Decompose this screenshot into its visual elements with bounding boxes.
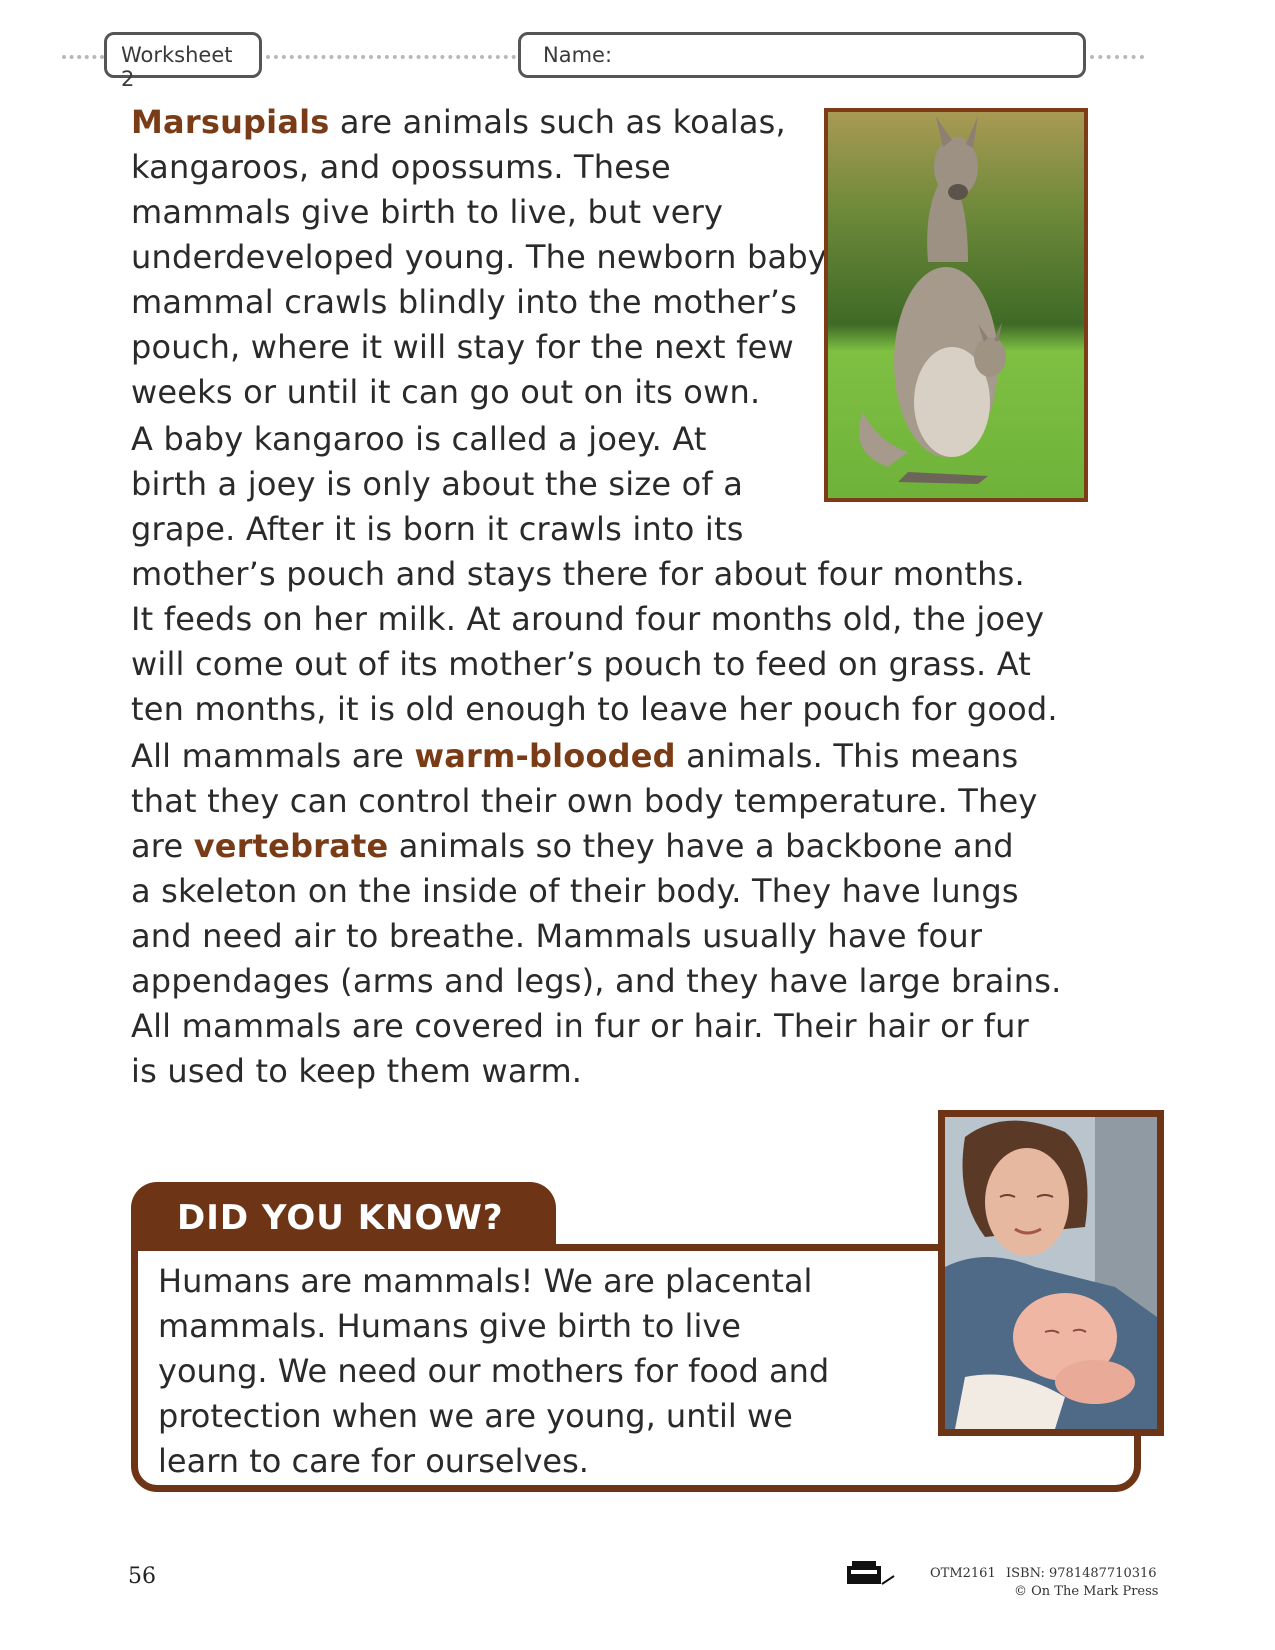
text-line: weeks or until it can go out on its own. bbox=[131, 373, 761, 411]
name-field[interactable] bbox=[518, 32, 1086, 78]
term-warm-blooded: warm-blooded bbox=[414, 737, 676, 775]
text-line: All mammals are covered in fur or hair. Their hair or fur bbox=[131, 1007, 1029, 1045]
text-line: that they can control their own body temperature. They bbox=[131, 782, 1038, 820]
text-line: mammals give birth to live, but very bbox=[131, 193, 724, 231]
text-line: ten months, it is old enough to leave her pouch for good. bbox=[131, 690, 1058, 728]
text-line: are vertebrate animals so they have a backbone and bbox=[131, 827, 1014, 865]
header-dots-left bbox=[62, 55, 104, 59]
text-line: birth a joey is only about the size of a bbox=[131, 465, 744, 503]
text-line: young. We need our mothers for food and bbox=[158, 1352, 830, 1390]
paragraph-joey bbox=[131, 417, 1058, 732]
text-line: will come out of its mother’s pouch to feed on grass. At bbox=[131, 645, 1032, 683]
text-line: pouch, where it will stay for the next few bbox=[131, 328, 794, 366]
text-line: Marsupials are animals such as koalas, bbox=[131, 103, 786, 141]
header-dots-middle bbox=[266, 55, 516, 59]
text-line: All mammals are warm-blooded animals. This means bbox=[131, 737, 1019, 775]
isbn: ISBN: 9781487710316 bbox=[1006, 1566, 1157, 1581]
product-code: OTM2161 bbox=[930, 1566, 996, 1581]
copyright: © On The Mark Press bbox=[1014, 1584, 1159, 1599]
paragraph-marsupials bbox=[131, 100, 827, 415]
term-vertebrate: vertebrate bbox=[193, 827, 389, 865]
text-line: mammal crawls blindly into the mother’s bbox=[131, 283, 797, 321]
did-you-know-text bbox=[158, 1259, 829, 1484]
text-line: underdeveloped young. The newborn baby bbox=[131, 238, 828, 276]
worksheet-label: Worksheet 2 bbox=[121, 43, 233, 91]
text-line: appendages (arms and legs), and they have large brains. bbox=[131, 962, 1062, 1000]
text-line: kangaroos, and opossums. These bbox=[131, 148, 671, 186]
text-line: mother’s pouch and stays there for about four months. bbox=[131, 555, 1025, 593]
mother-baby-illustration bbox=[945, 1117, 1157, 1429]
name-label: Name: bbox=[543, 43, 613, 67]
text-line: is used to keep them warm. bbox=[131, 1052, 583, 1090]
no-photocopy-icon bbox=[846, 1558, 896, 1588]
text-line: a skeleton on the inside of their body. They have lungs bbox=[131, 872, 1019, 910]
text-line: It feeds on her milk. At around four months old, the joey bbox=[131, 600, 1045, 638]
header-dots-right bbox=[1090, 55, 1144, 59]
text-line: Humans are mammals! We are placental bbox=[158, 1262, 813, 1300]
page-number: 56 bbox=[128, 1564, 156, 1589]
worksheet-label-box bbox=[104, 32, 262, 91]
did-you-know-title: DID YOU KNOW? bbox=[131, 1182, 556, 1252]
text-line: mammals. Humans give birth to live bbox=[158, 1307, 741, 1345]
text-line: learn to care for ourselves. bbox=[158, 1442, 589, 1480]
text-line: A baby kangaroo is called a joey. At bbox=[131, 420, 707, 458]
text-line: protection when we are young, until we bbox=[158, 1397, 793, 1435]
text-line: and need air to breathe. Mammals usually have four bbox=[131, 917, 983, 955]
term-marsupials: Marsupials bbox=[131, 103, 330, 141]
text-line: grape. After it is born it crawls into its bbox=[131, 510, 744, 548]
paragraph-warm-blooded bbox=[131, 734, 1061, 1094]
mother-baby-photo bbox=[938, 1110, 1164, 1436]
